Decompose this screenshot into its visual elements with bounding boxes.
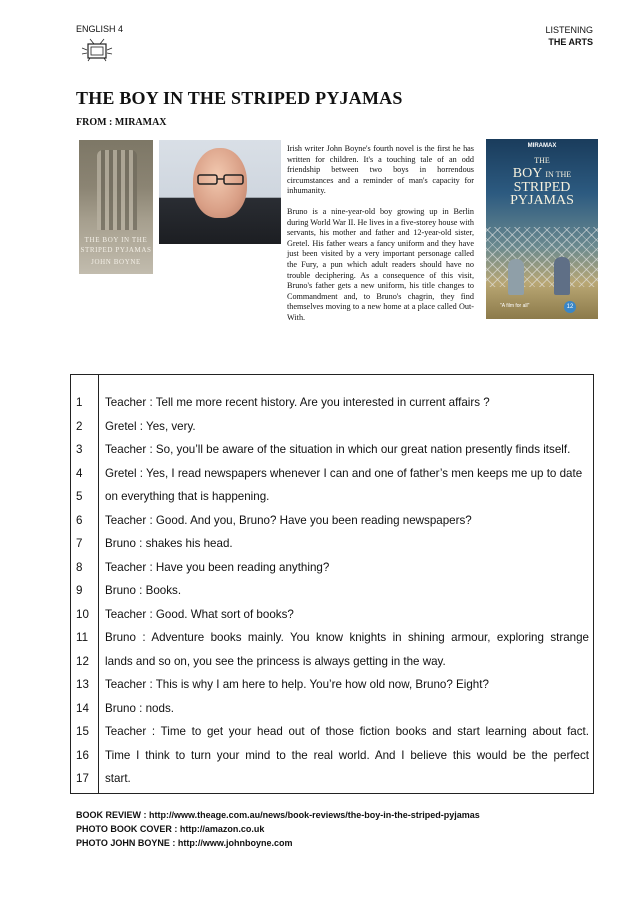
line-number: 8 [76,560,83,574]
line-number: 12 [76,654,89,668]
line-number: 5 [76,490,83,503]
line-text: Bruno : Books. [105,584,182,597]
line-number: 1 [76,396,83,409]
line-number: 7 [76,537,83,550]
dialogue-table [70,374,594,794]
header-section [545,24,593,48]
dvd-title-boy: BOY [512,166,542,181]
dialogue-line [71,485,593,509]
book-cover-title-line1: THE BOY IN THE [84,236,148,244]
tv-logo-icon [80,38,114,62]
line-text: Bruno : Adventure books mainly. You know knights in shining armour, exploring strange [105,631,589,644]
dialogue-line [71,767,593,791]
line-text: lands and so on, you see the princess is always getting in the way. [105,654,446,668]
dvd-brand: MIRAMAX [527,143,557,149]
line-text: Teacher : Good. What sort of books? [105,607,294,621]
book-cover-image [79,140,153,274]
dialogue-line [71,626,593,650]
dialogue-line [71,720,593,744]
dialogue-line [71,391,593,415]
dvd-cover-image [486,139,598,319]
line-text: Teacher : Have you been reading anything? [105,560,330,574]
line-text: Teacher : So, you’ll be aware of the situation in which our great nation presently finds itself. [105,443,571,456]
dialogue-line [71,462,593,486]
line-text: Teacher : Tell me more recent history. Are you interested in current affairs ? [105,396,490,409]
header-listening: LISTENING [545,25,593,35]
source-label: FROM : MIRAMAX [76,117,167,128]
line-text: Teacher : This is why I am here to help. You’re how old now, Bruno? Eight? [105,678,489,691]
dialogue-line [71,438,593,462]
dialogue-line [71,744,593,768]
line-text: on everything that is happening. [105,490,270,503]
dialogue-line [71,556,593,580]
source-book-review: BOOK REVIEW : http://www.theage.com.au/news/book-reviews/the-boy-in-the-striped-pyjamas [76,810,480,820]
line-text: Time I think to turn your mind to the real world. And I believe this would be the perfect [105,748,589,762]
dialogue-line [71,650,593,674]
source-author-photo: PHOTO JOHN BOYNE : http://www.johnboyne.com [76,838,293,848]
page-title: THE BOY IN THE STRIPED PYJAMAS [76,88,403,108]
sources-footer [76,808,480,850]
line-text: Teacher : Time to get your head out of those fiction books and start learning about fact. [105,725,589,738]
dvd-title-pyjamas: PYJAMAS [510,193,574,208]
line-number: 16 [76,748,89,762]
dialogue-line [71,603,593,627]
review-paragraph-2: Bruno is a nine-year-old boy growing up in Berlin during World War II. He lives in a five-storey house with servants, his mother and father and 12-year-old sister, Gretel. His father wears a fancy uniform and they have just been visited by a very important personage called the Fury, a pun which adult readers should have no trouble deciphering. As a consequence of this visit, Bruno's father gets a new uniform, his title changes to Commandment and, to Bruno's chagrin, they find themselves moving to a new home at a place called Out-With. [287,206,474,322]
line-text: Bruno : shakes his head. [105,537,233,550]
header-course: ENGLISH 4 [76,24,124,34]
dialogue-line [71,579,593,603]
line-text: Gretel : Yes, very. [105,419,196,433]
dialogue-rows [71,391,593,791]
line-number: 11 [76,631,89,644]
age-rating-badge: 12 [564,301,576,313]
line-text: Teacher : Good. And you, Bruno? Have you been reading newspapers? [105,513,472,527]
dvd-title-striped: STRIPED [513,180,571,195]
book-cover-title-line2: STRIPED PYJAMAS [80,246,152,254]
line-number: 2 [76,419,83,433]
dvd-title-the: THE [534,156,550,165]
header-topic: THE ARTS [548,37,593,47]
line-number: 14 [76,701,89,715]
line-number: 4 [76,466,83,480]
boy-figure-left [508,259,524,295]
line-number: 15 [76,725,89,738]
fence-graphic [486,227,598,287]
boy-figure-right [554,257,570,295]
line-text: start. [105,772,131,785]
line-number: 10 [76,607,89,621]
line-number: 9 [76,584,83,597]
dvd-title-in: IN THE [545,170,572,179]
author-photo [159,140,281,244]
dialogue-line [71,697,593,721]
striped-pyjamas-graphic [97,150,137,230]
book-review-text [287,144,474,334]
dialogue-line [71,673,593,697]
glasses-graphic [195,174,247,186]
dialogue-line [71,532,593,556]
line-text: Bruno : nods. [105,701,174,715]
source-book-cover: PHOTO BOOK COVER : http://amazon.co.uk [76,824,265,834]
line-number: 6 [76,513,83,527]
dialogue-line [71,415,593,439]
line-number: 13 [76,678,89,691]
book-cover-author: JOHN BOYNE [91,258,141,266]
line-number: 3 [76,443,83,456]
dvd-title [486,153,598,207]
line-text: Gretel : Yes, I read newspapers whenever I can and one of father’s men keeps me up to date [105,466,583,480]
review-paragraph-1: Irish writer John Boyne's fourth novel is the first he has written for children. It's a touching tale of an odd friendship between two boys in horrendous circumstances and a reminder of man's capacity for inhumanity. [287,144,474,196]
dialogue-line [71,509,593,533]
dvd-quote: "A film for all" [500,303,530,309]
line-number: 17 [76,772,89,785]
